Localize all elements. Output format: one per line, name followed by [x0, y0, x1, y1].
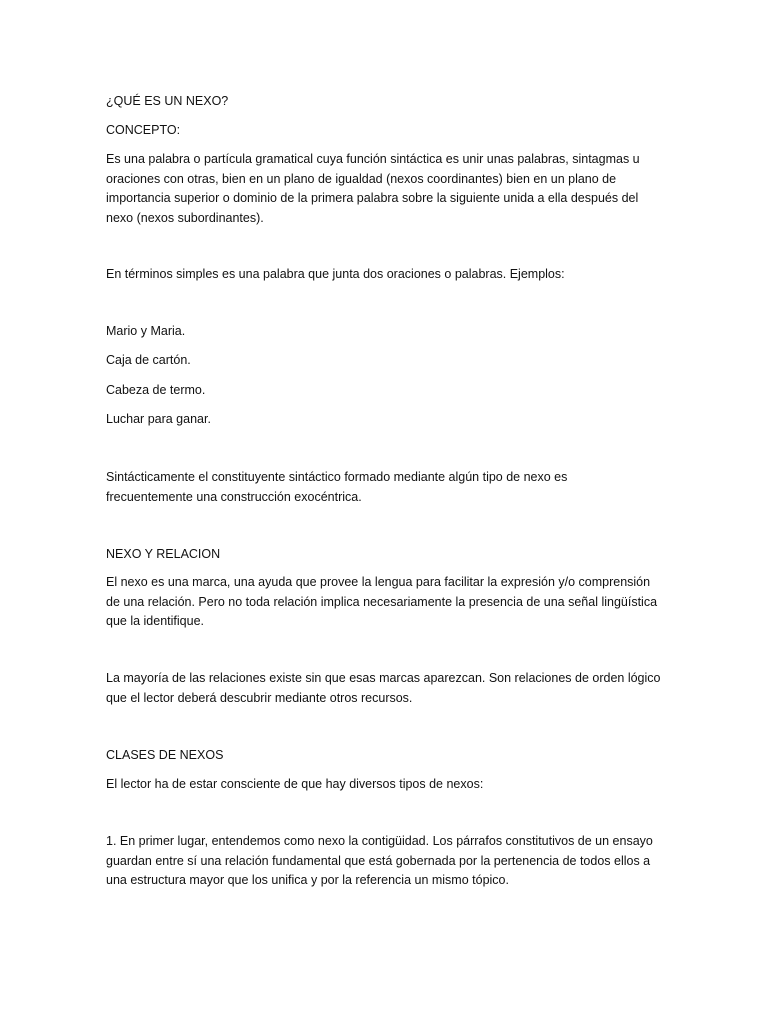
example-3: Cabeza de termo.	[106, 383, 206, 397]
concept-heading: CONCEPTO:	[106, 123, 181, 137]
relation-paragraph	[106, 573, 666, 632]
example-4: Luchar para ganar.	[106, 412, 211, 426]
syntactic-line-1: Sintácticamente el constituyente sintáctico formado mediante algún tipo de nexo es	[106, 470, 568, 484]
first-class-line-2: guardan entre sí una relación fundamental que está gobernada por la pertenencia de todos ellos a	[106, 853, 651, 868]
concept-paragraph	[106, 150, 666, 228]
majority-paragraph	[106, 669, 666, 708]
first-class-line-3: una estructura mayor que los unifica y por la referencia un mismo tópico.	[106, 873, 509, 887]
concept-line-2: oraciones con otras, bien en un plano de igualdad (nexos coordinantes) bien en un plano de	[106, 171, 617, 186]
relation-line-2: de una relación. Pero no toda relación implica necesariamente la presencia de una señal lingüística	[106, 594, 658, 609]
concept-line-3: importancia superior o dominio de la primera palabra sobre la siguiente unida a ella después del	[106, 191, 639, 205]
example-2: Caja de cartón.	[106, 353, 191, 367]
classes-heading: CLASES DE NEXOS	[106, 748, 224, 762]
example-1: Mario y Maria.	[106, 324, 186, 338]
document-title: ¿QUÉ ES UN NEXO?	[106, 94, 229, 108]
majority-line-2: que el lector deberá descubrir mediante otros recursos.	[106, 690, 413, 705]
first-class-line-1: 1. En primer lugar, entendemos como nexo la contigüidad. Los párrafos constitutivos de un ensayo	[106, 834, 653, 848]
simple-terms-paragraph: En términos simples es una palabra que junta dos oraciones o palabras. Ejemplos:	[106, 267, 565, 281]
concept-line-4: nexo (nexos subordinantes).	[106, 210, 264, 225]
syntactic-line-2: frecuentemente una construcción exocéntrica.	[106, 489, 362, 504]
concept-line-1: Es una palabra o partícula gramatical cuya función sintáctica es unir unas palabras, sintagmas u	[106, 152, 640, 166]
classes-intro: El lector ha de estar consciente de que hay diversos tipos de nexos:	[106, 777, 484, 791]
syntactic-paragraph	[106, 468, 666, 507]
relation-heading: NEXO Y RELACION	[106, 547, 221, 561]
first-class-paragraph	[106, 832, 666, 891]
relation-line-3: que la identifique.	[106, 614, 204, 628]
relation-line-1: El nexo es una marca, una ayuda que provee la lengua para facilitar la expresión y/o comprensión	[106, 575, 651, 589]
majority-line-1: La mayoría de las relaciones existe sin que esas marcas aparezcan. Son relaciones de orden lógico	[106, 671, 661, 685]
